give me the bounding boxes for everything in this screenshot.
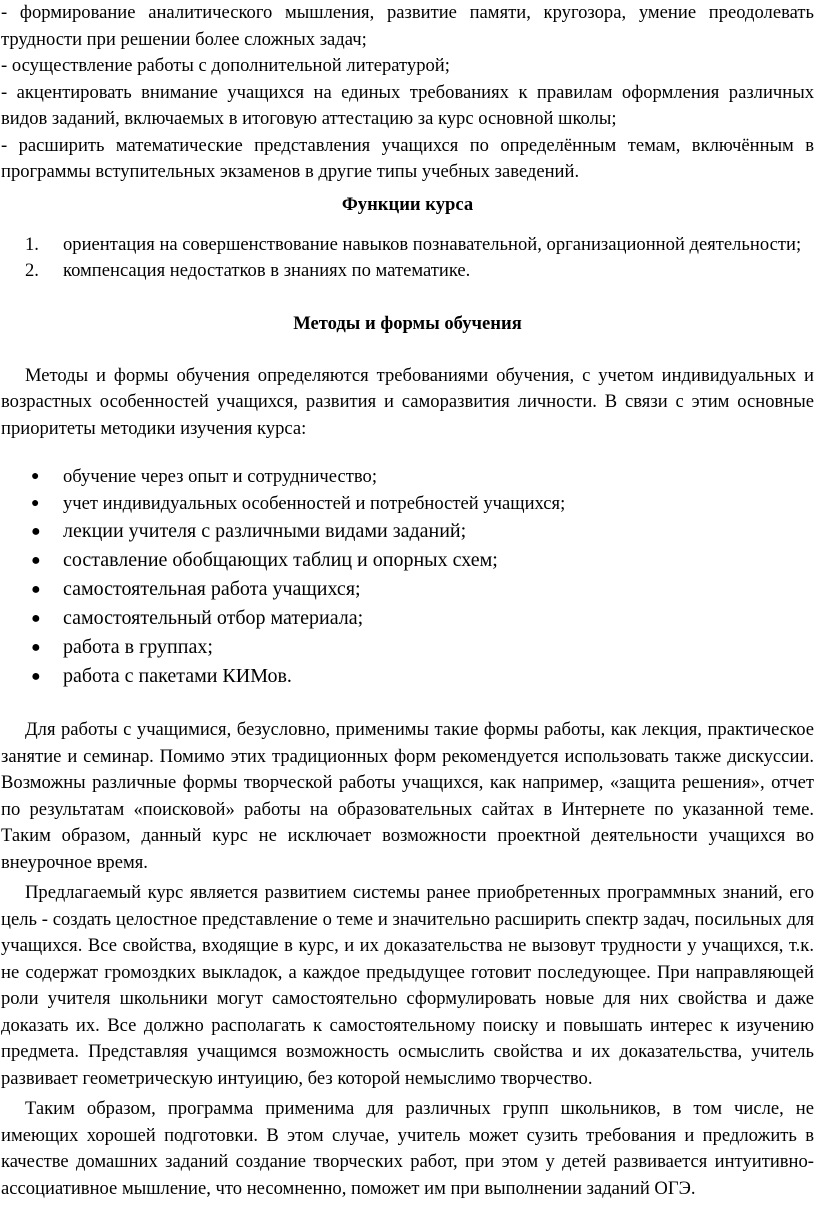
spacer	[1, 285, 814, 311]
functions-heading: Функции курса	[341, 193, 474, 215]
goal-item: - расширить математические представления учащихся по определённым темам, включённым в программы вступительных экзаменов в другие типы учебных заведений.	[1, 134, 814, 182]
list-item-text: ориентация на совершенствование навыков познавательной, организационной деятельности;	[63, 233, 802, 255]
functions-list-item	[1, 258, 814, 285]
goal-item: - осуществление работы с дополнительной литературой;	[1, 55, 450, 76]
goal-item: - формирование аналитического мышления, развитие памяти, кругозора, умение преодолевать трудности при решении более сложных задач;	[1, 2, 814, 50]
bullet-icon: ●	[31, 668, 41, 685]
functions-list-item	[1, 232, 814, 259]
bullet-item	[1, 662, 814, 691]
bullet-item	[1, 575, 814, 604]
bullet-item	[1, 604, 814, 633]
spacer	[1, 337, 814, 363]
bullet-text: лекции учителя с различными видами заданий;	[63, 520, 467, 542]
list-number: 1.	[25, 233, 39, 255]
bullet-icon: ●	[31, 581, 41, 598]
list-item-text: компенсация недостатков в знаниях по математике.	[63, 260, 471, 281]
methods-intro: Методы и формы обучения определяются требованиями обучения, с учетом индивидуальных и возрастных особенностей учащихся, развития и саморазвития личности. В связи с этим основные приоритеты методики изучения курса:	[1, 364, 814, 439]
bullet-icon: ●	[31, 639, 41, 656]
bullet-text: работа в группах;	[63, 636, 213, 658]
bullet-icon: ●	[31, 469, 40, 484]
bullet-text: самостоятельная работа учащихся;	[63, 578, 361, 600]
goal-item: - акцентировать внимание учащихся на единых требованиях к правилам оформления различных видов заданий, включаемых в итоговую аттестацию за курс основной школы;	[1, 81, 814, 129]
list-number: 2.	[25, 260, 39, 281]
body-paragraph: Предлагаемый курс является развитием системы ранее приобретенных программных знаний, его цель - создать целостное представление о теме и значительно расширить спектр задач, посильных для учащихся. Все свойства, входящие в курс, и их доказательства не вызовут трудности у учащихся, т.к. не содержат громоздких выкладок, а каждое предыдущее готовит последующее. При направляющей роли учителя школьники могут самостоятельно сформулировать новые для них свойства и даже доказать их. Все должно располагать к самостоятельному поиску и повышать интерес к изучению предмета. Представляя учащимся возможность осмыслить свойства и их доказательства, учитель развивает геометрическую интуицию, без которой немыслимо творчество.	[1, 882, 814, 1089]
methods-bullet-list	[1, 464, 814, 691]
methods-heading: Методы и формы обучения	[293, 312, 522, 334]
bullet-icon: ●	[31, 552, 41, 569]
bullet-item	[1, 517, 814, 546]
bullet-icon: ●	[31, 523, 41, 540]
spacer	[1, 691, 814, 717]
bullet-text: работа с пакетами КИМов.	[63, 665, 292, 687]
bullet-text: самостоятельный отбор материала;	[63, 607, 364, 629]
bullet-item	[1, 633, 814, 662]
bullet-icon: ●	[31, 610, 41, 627]
bullet-item	[1, 464, 814, 491]
bullet-text: учет индивидуальных особенностей и потребностей учащихся;	[63, 492, 566, 514]
spacer	[1, 442, 814, 464]
bullet-item	[1, 546, 814, 575]
bullet-item	[1, 491, 814, 518]
bullet-text: обучение через опыт и сотрудничество;	[63, 466, 377, 487]
body-paragraph: Таким образом, программа применима для различных групп школьников, в том числе, не имеющих хорошей подготовки. В этом случае, учитель может сузить требования и предложить в качестве домашних заданий создание творческих работ, при этом у детей развивается интуитивно-ассоциативное мышление, что несомненно, поможет им при выполнении заданий ОГЭ.	[1, 1098, 814, 1199]
bullet-icon: ●	[31, 495, 40, 511]
spacer	[1, 218, 814, 232]
bullet-text: составление обобщающих таблиц и опорных схем;	[63, 549, 498, 571]
body-paragraph: Для работы с учащимися, безусловно, применимы такие формы работы, как лекция, практическое занятие и семинар. Помимо этих традиционных форм рекомендуется использовать также дискуссии. Возможны различные формы творческой работы учащихся, как например, «защита решения», отчет по результатам «поисковой» работы на образовательных сайтах в Интернете по указанной теме. Таким образом, данный курс не исключает возможности проектной деятельности учащихся во внеурочное время.	[1, 719, 814, 873]
